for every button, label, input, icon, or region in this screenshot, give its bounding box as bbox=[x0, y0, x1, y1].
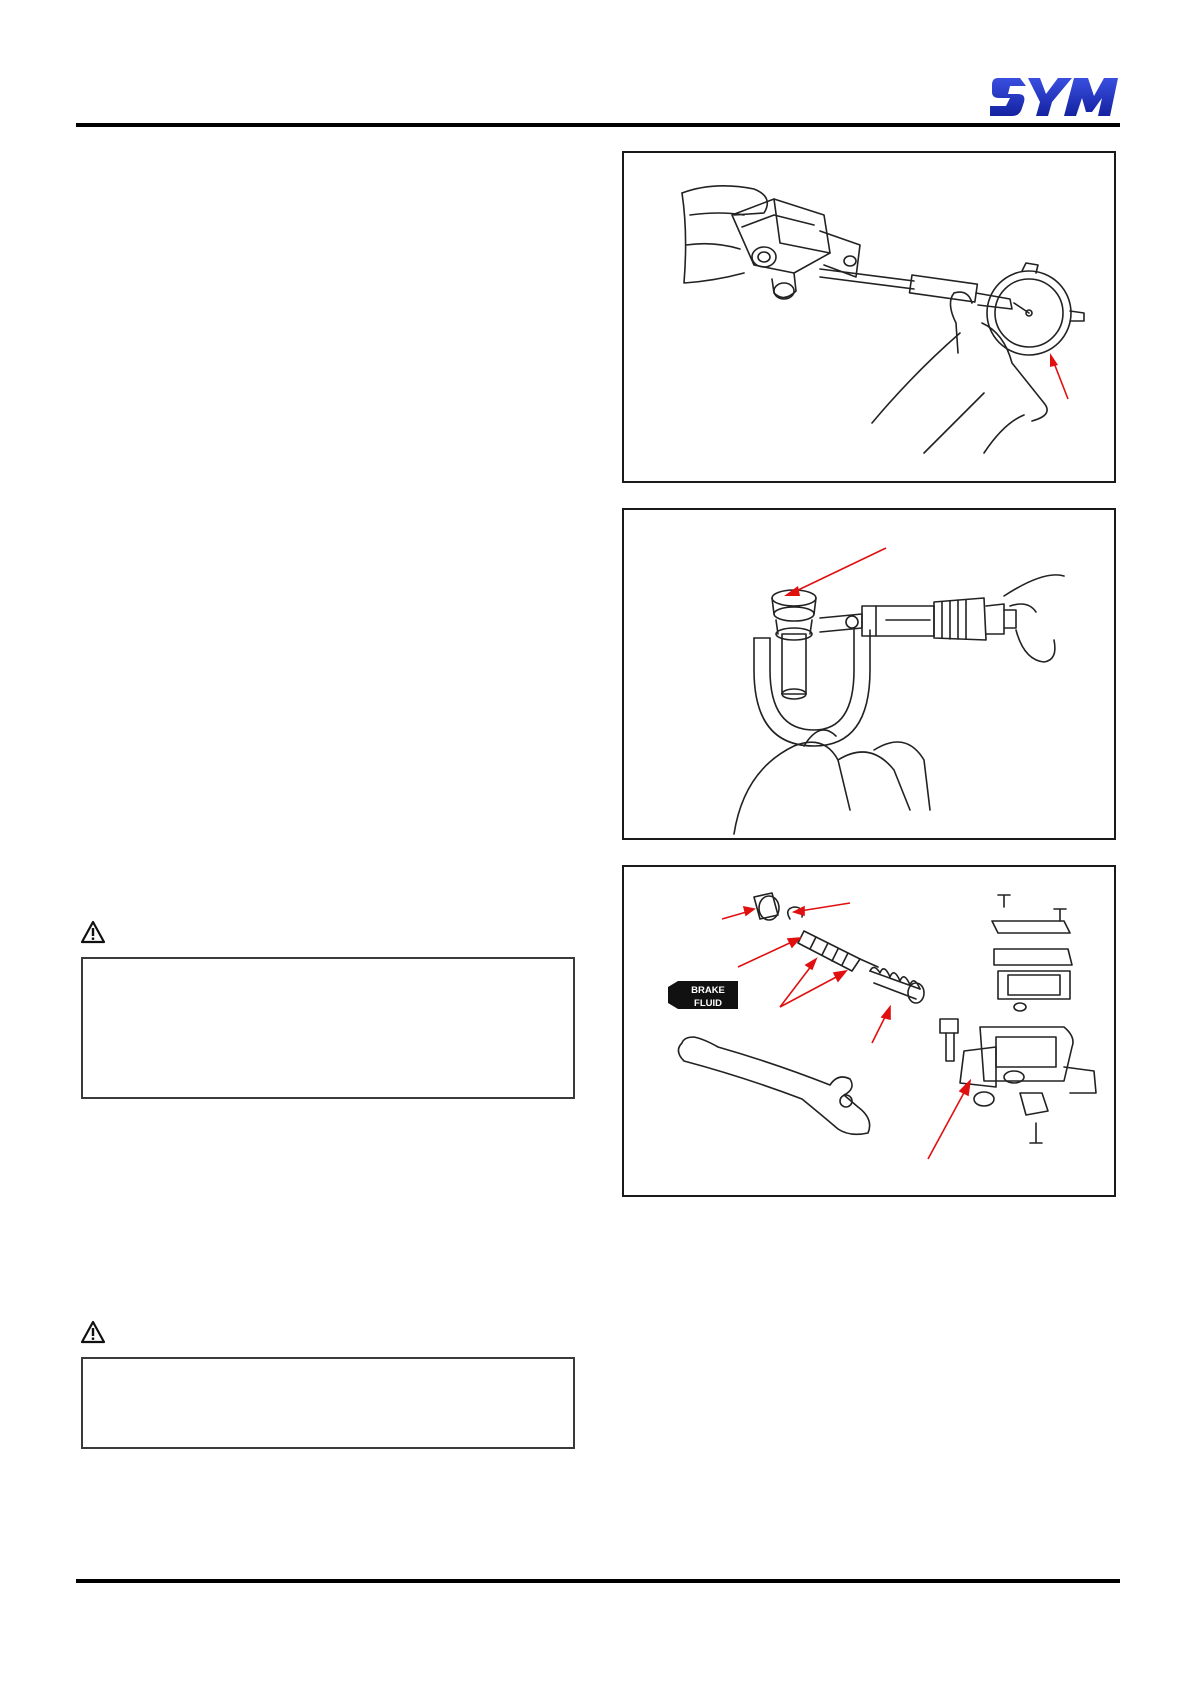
micrometer-figure bbox=[622, 508, 1116, 840]
bore-gauge-figure bbox=[622, 151, 1116, 483]
micrometer-illustration bbox=[624, 510, 1114, 838]
exploded-view-figure bbox=[622, 865, 1116, 1197]
warning-box bbox=[81, 1357, 575, 1449]
header-rule bbox=[76, 123, 1120, 127]
brake-fluid-label-line1: BRAKE bbox=[691, 985, 725, 996]
warning-box bbox=[81, 957, 575, 1099]
brake-fluid-label-line2: FLUID bbox=[694, 998, 722, 1009]
warning-triangle-icon bbox=[80, 1320, 106, 1344]
warning-triangle-icon bbox=[80, 920, 106, 944]
dial-bore-gauge-illustration bbox=[624, 153, 1114, 481]
sym-logo bbox=[990, 72, 1120, 122]
master-cylinder-exploded-illustration bbox=[624, 867, 1114, 1195]
footer-rule bbox=[76, 1579, 1120, 1583]
